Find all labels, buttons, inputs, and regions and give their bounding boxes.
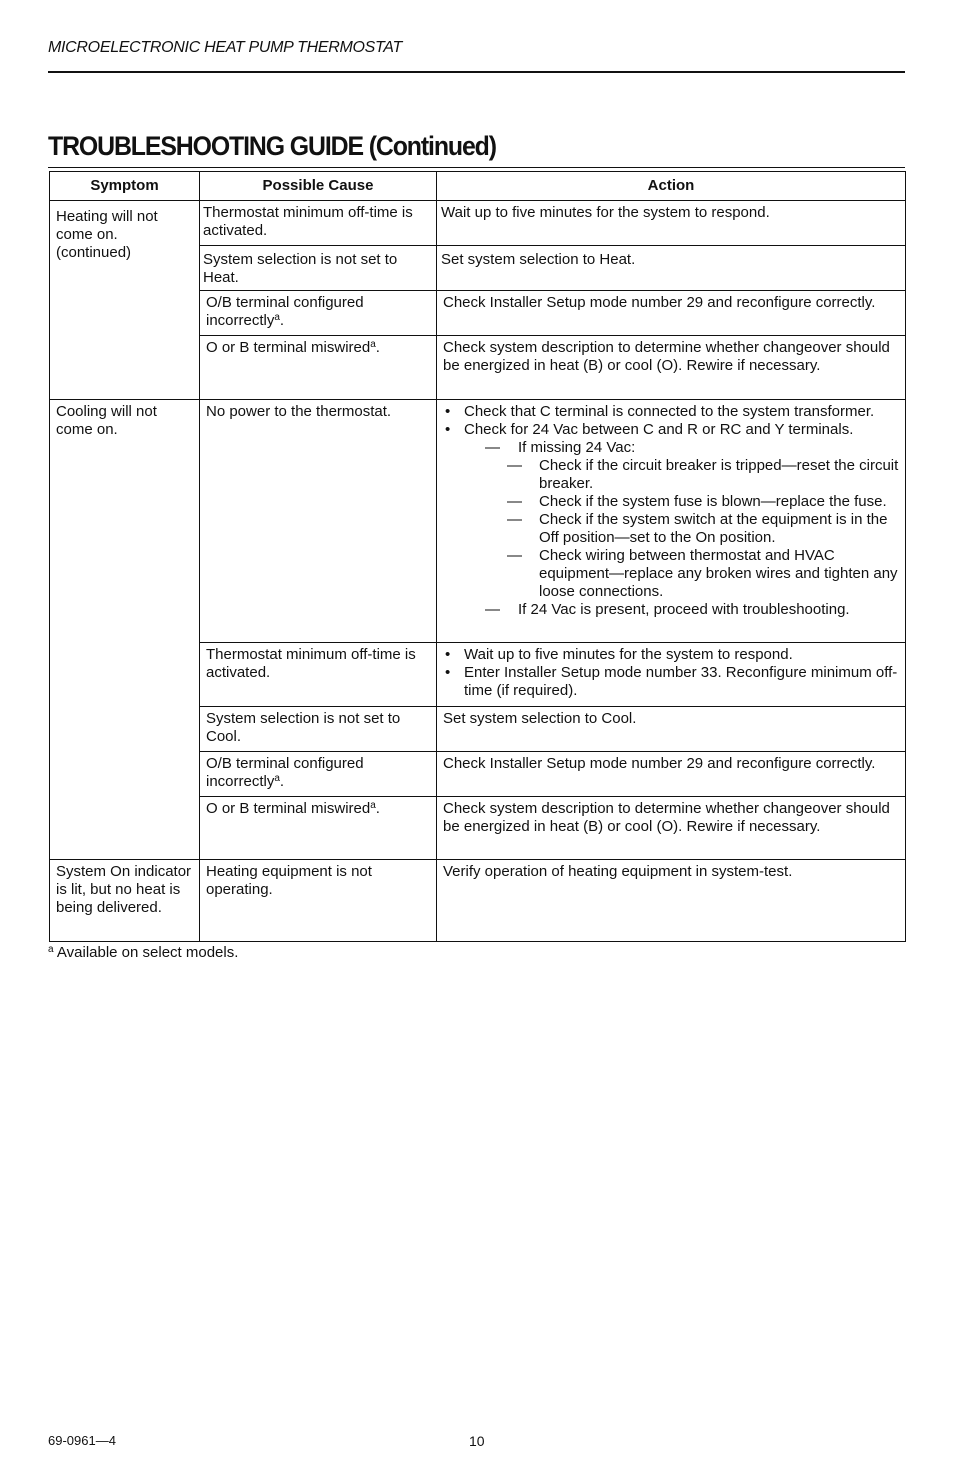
troubleshooting-table [49, 171, 906, 942]
section-title: TROUBLESHOOTING GUIDE (Continued) [48, 131, 496, 161]
cause-cell [200, 752, 437, 797]
cause-cell: Heating equipment is not operating. [200, 860, 437, 942]
action-cell: Check Installer Setup mode number 29 and reconfigure correctly. [437, 291, 906, 336]
footnote-marker: a [274, 312, 280, 323]
cause-text: O/B terminal configured incorrectly [206, 755, 364, 790]
table-row [50, 201, 906, 246]
cause-cell [200, 797, 437, 860]
table-row [50, 400, 906, 643]
cause-cell [200, 291, 437, 336]
action-list [443, 646, 901, 700]
footnote-marker: a [274, 773, 280, 784]
table-row [50, 860, 906, 942]
symptom-cell: Heating will not come on. (continued) [50, 201, 200, 400]
symptom-cell: Cooling will not come on. [50, 400, 200, 860]
list-item: — Check if the system switch at the equipment is in the Off position—set to the On position. [464, 511, 901, 547]
cause-cell: Thermostat minimum off-time is activated. [200, 643, 437, 707]
title-rule [48, 167, 905, 168]
cause-cell: System selection is not set to Heat. [200, 246, 437, 291]
sub-list [464, 439, 901, 619]
footnote-marker: a [370, 339, 376, 350]
action-cell: Verify operation of heating equipment in system-test. [437, 860, 906, 942]
cause-text: O or B terminal miswired [206, 800, 371, 817]
action-cell [437, 400, 906, 643]
column-header-action: Action [437, 172, 906, 201]
cause-period: . [279, 312, 285, 329]
action-cell: Wait up to five minutes for the system to respond. [437, 201, 906, 246]
footnote-text: Available on select models. [56, 944, 239, 961]
footnote-marker: a [48, 944, 54, 955]
list-item-text: Check for 24 Vac between C and R or RC and Y terminals. [464, 421, 854, 438]
cause-text: O or B terminal miswired [206, 339, 371, 356]
action-cell: Check system description to determine whether changeover should be energized in heat (B) or cool (O). Rewire if necessary. [437, 797, 906, 860]
list-item: • Check that C terminal is connected to the system transformer. [443, 403, 901, 421]
list-item: — If 24 Vac is present, proceed with troubleshooting. [464, 601, 901, 619]
running-header: MICROELECTRONIC HEAT PUMP THERMOSTAT [48, 39, 402, 56]
list-item: — Check if the circuit breaker is tripped—reset the circuit breaker. [464, 457, 901, 493]
sub-sub-list [464, 457, 901, 601]
action-cell: Check Installer Setup mode number 29 and reconfigure correctly. [437, 752, 906, 797]
action-cell: Set system selection to Cool. [437, 707, 906, 752]
cause-cell: System selection is not set to Cool. [200, 707, 437, 752]
list-item: — Check wiring between thermostat and HVAC equipment—replace any broken wires and tighten any loose connections. [464, 547, 901, 601]
list-item: • Enter Installer Setup mode number 33. Reconfigure minimum off-time (if required). [443, 664, 901, 700]
action-list [443, 403, 901, 619]
cause-text: O/B terminal configured incorrectly [206, 294, 364, 329]
document-number: 69-0961—4 [48, 1433, 116, 1448]
symptom-cell: System On indicator is lit, but no heat is being delivered. [50, 860, 200, 942]
cause-cell: Thermostat minimum off-time is activated. [200, 201, 437, 246]
cause-period: . [375, 800, 380, 817]
list-item: — Check if the system fuse is blown—replace the fuse. [464, 493, 901, 511]
page-number: 10 [469, 1433, 485, 1449]
list-item-text: If missing 24 Vac: [518, 439, 636, 456]
table-header-row [50, 172, 906, 201]
action-cell [437, 643, 906, 707]
cause-cell: No power to the thermostat. [200, 400, 437, 643]
cause-cell [200, 336, 437, 400]
list-item [443, 421, 901, 619]
action-cell: Set system selection to Heat. [437, 246, 906, 291]
list-item [464, 439, 901, 601]
footnote [48, 944, 238, 961]
column-header-cause: Possible Cause [200, 172, 437, 201]
cause-period: . [279, 773, 285, 790]
footnote-marker: a [370, 800, 376, 811]
cause-period: . [375, 339, 380, 356]
action-cell: Check system description to determine whether changeover should be energized in heat (B) or cool (O). Rewire if necessary. [437, 336, 906, 400]
list-item: • Wait up to five minutes for the system to respond. [443, 646, 901, 664]
header-rule [48, 71, 905, 73]
column-header-symptom: Symptom [50, 172, 200, 201]
